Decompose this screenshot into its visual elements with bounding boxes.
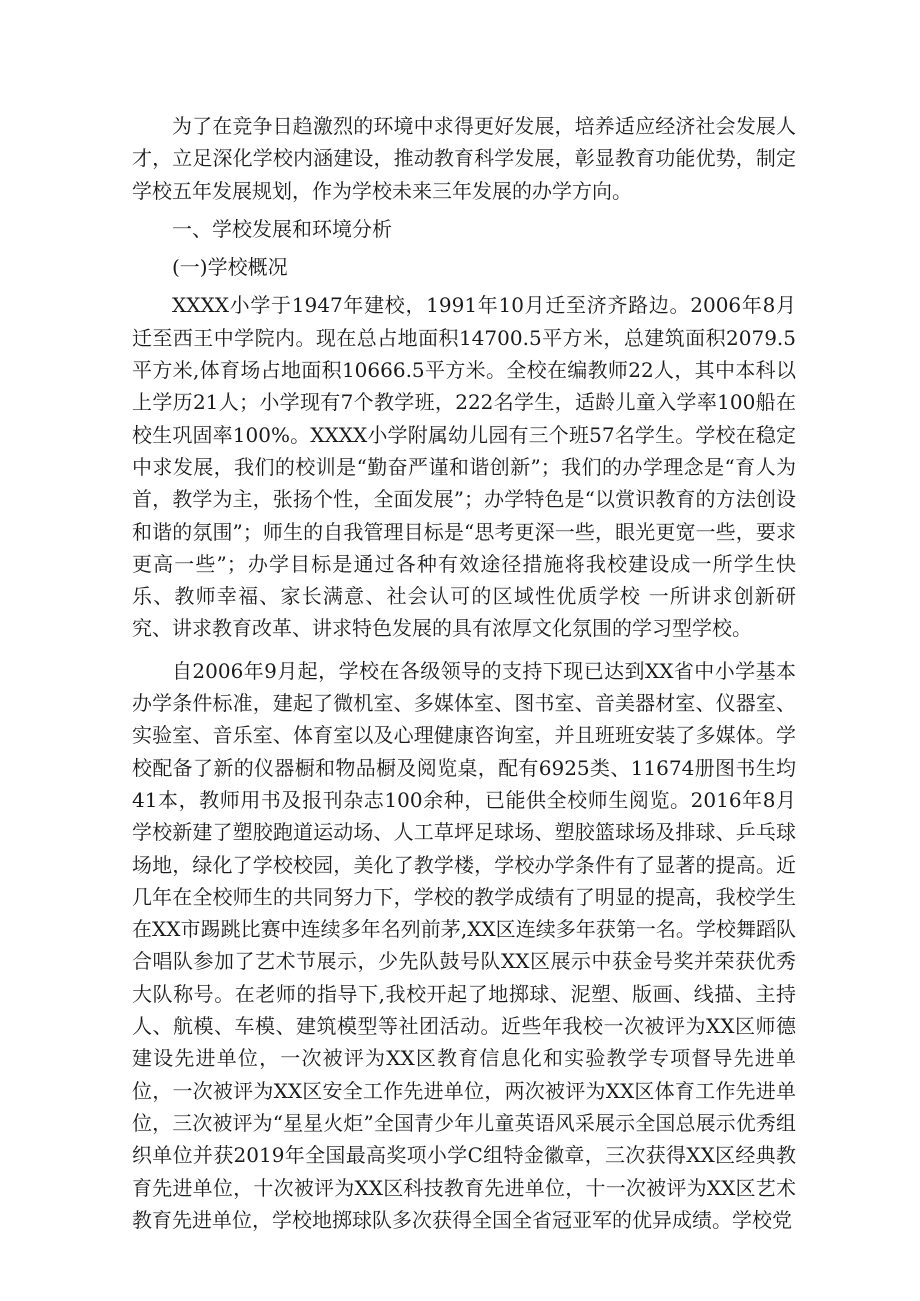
document-body	[132, 110, 796, 1246]
school-overview-paragraph: XXXX小学于1947年建校，1991年10月迁至济齐路边。2006年8月迁至西王中学院内。现在总占地面积14700.5平方米，总建筑面积2079.5平方米,体育场占地面积10666.5平方米。全校在编教师22人，其中本科以上学历21人；小学现有7个教学班，222名学生，适龄儿童入学率100船在校生巩固率100%。XXXX小学附属幼儿园有三个班57名学生。学校在稳定中求发展，我们的校训是“勤奋严谨和谐创新”；我们的办学理念是“育人为首，教学为主，张扬个性，全面发展”；办学特色是“以赏识教育的方法创设和谐的氛围”；师生的自我管理目标是“思考更深一些，眼光更宽一些，要求更高一些”；办学目标是通过各种有效途径措施将我校建设成一所学生快乐、教师幸福、家长满意、社会认可的区域性优质学校 一所讲求创新研究、讲求教育改革、讲求特色发展的具有浓厚文化氛围的学习型学校。	[132, 293, 796, 641]
section-heading: 一、学校发展和环境分析	[172, 216, 392, 241]
subsection-heading: (一)学校概况	[172, 255, 288, 280]
school-facilities-paragraph: 自2006年9月起，学校在各级领导的支持下现已达到XX省中小学基本办学条件标准，建起了微机室、多媒体室、图书室、音美器材室、仪器室、实验室、音乐室、体育室以及心理健康咨询室，并且班班安装了多媒体。学校配备了新的仪器橱和物品橱及阅览桌，配有6925类、11674册图书生均41本，教师用书及报刊杂志100余种，已能供全校师生阅览。2016年8月学校新建了塑胶跑道运动场、人工草坪足球场、塑胶篮球场及排球、乒乓球场地，绿化了学校校园，美化了教学楼，学校办学条件有了显著的提高。近几年在全校师生的共同努力下，学校的教学成绩有了明显的提高，我校学生在XX市踢跳比赛中连续多年名列前茅,XX区连续多年获第一名。学校舞蹈队合唱队参加了艺术节展示，少先队鼓号队XX区展示中获金号奖并荣获优秀大队称号。在老师的指导下,我校开起了地掷球、泥塑、版画、线描、主持人、航模、车模、建筑模型等社团活动。近些年我校一次被评为XX区师德建设先进单位，一次被评为XX区教育信息化和实验教学专项督导先进单位，一次被评为XX区安全工作先进单位，两次被评为XX区体育工作先进单位，三次被评为“星星火炬”全国青少年儿童英语风采展示全国总展示优秀组织单位并获2019年全国最高奖项小学C组特金徽章，三次获得XX区经典教育先进单位，十次被评为XX区科技教育先进单位，十一次被评为XX区艺术教育先进单位，学校地掷球队多次获得全国全省冠亚军的优异成绩。学校党	[132, 658, 796, 1232]
intro-paragraph: 为了在竞争日趋激烈的环境中求得更好发展，培养适应经济社会发展人才，立足深化学校内涵建设，推动教育科学发展，彰显教育功能优势，制定学校五年发展规划，作为学校未来三年发展的办学方向。	[132, 114, 796, 203]
